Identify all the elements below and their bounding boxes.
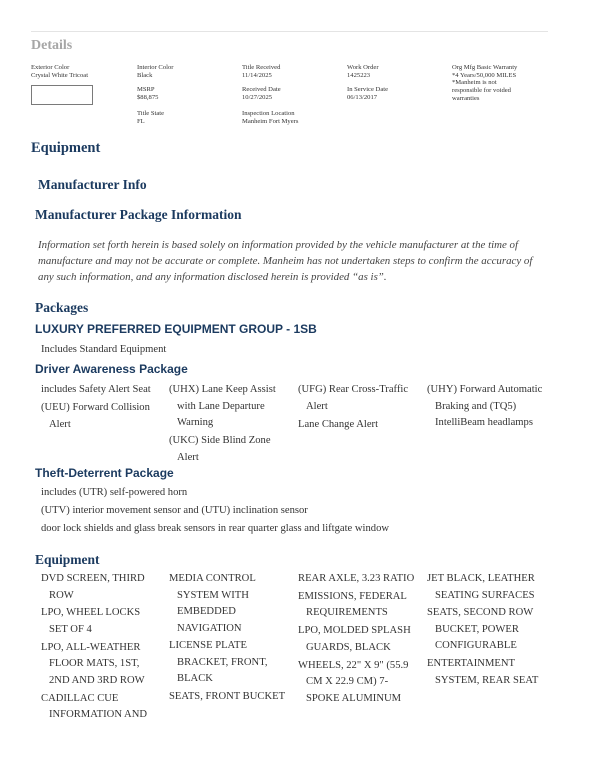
equipment-column-1 xyxy=(41,571,159,725)
field-interior-color xyxy=(137,64,232,79)
list-item: WHEELS, 22" X 9" (55.9 CM X 22.9 CM) 7-SPOKE ALUMINUM xyxy=(298,659,409,704)
field-value: 11/14/2025 xyxy=(242,71,272,79)
list-item: door lock shields and glass break sensors in rear quarter glass and liftgate window xyxy=(41,523,390,534)
equipment-column-3 xyxy=(298,571,418,709)
packages-heading: Packages xyxy=(35,300,89,315)
list-item: includes Safety Alert Seat xyxy=(41,384,151,395)
equipment-heading: Equipment xyxy=(31,140,101,156)
driver-awareness-column-2 xyxy=(169,382,284,468)
manufacturer-package-heading: Manufacturer Package Information xyxy=(35,207,242,222)
field-label: Title State xyxy=(137,110,165,117)
list-item: includes (UTR) self-powered horn xyxy=(41,487,188,498)
equipment-list-heading: Equipment xyxy=(35,552,100,567)
field-in-service-date xyxy=(347,86,442,101)
field-title-state xyxy=(137,110,232,125)
field-label: Interior Color xyxy=(137,64,174,71)
field-received-date xyxy=(242,86,342,101)
field-label: Inspection Location xyxy=(242,110,295,117)
equipment-column-2 xyxy=(169,571,287,707)
list-item: MEDIA CONTROL SYSTEM WITH EMBEDDED NAVIGATION xyxy=(169,573,256,634)
field-value: Manheim Fort Myers xyxy=(242,117,299,125)
list-item: JET BLACK, LEATHER SEATING SURFACES xyxy=(427,573,535,601)
list-item: (UKC) Side Blind Zone Alert xyxy=(169,435,271,463)
field-label: In Service Date xyxy=(347,86,389,93)
list-item: (UTV) interior movement sensor and (UTU) inclination sensor xyxy=(41,505,308,516)
list-item: DVD SCREEN, THIRD ROW xyxy=(41,573,145,601)
list-item: LPO, MOLDED SPLASH GUARDS, BLACK xyxy=(298,625,411,653)
field-label: Title Received xyxy=(242,64,281,71)
list-item: Lane Change Alert xyxy=(298,418,379,430)
list-item: SEATS, FRONT BUCKET xyxy=(169,691,286,703)
field-label: MSRP xyxy=(137,86,155,93)
list-item: LICENSE PLATE BRACKET, FRONT, BLACK xyxy=(169,640,268,685)
driver-awareness-column-4 xyxy=(427,382,547,433)
field-value: 10/27/2025 xyxy=(242,93,273,101)
details-title: Details xyxy=(31,38,73,53)
field-value: *4 Years/50,000 MILES *Manheim is not responsible for voided warranties xyxy=(452,71,517,102)
field-value: FL xyxy=(137,117,145,125)
field-value: 1425223 xyxy=(347,71,371,79)
luxury-group-title: LUXURY PREFERRED EQUIPMENT GROUP - 1SB xyxy=(35,322,317,336)
field-inspection-location xyxy=(242,110,342,125)
list-item: ENTERTAINMENT SYSTEM, REAR SEAT xyxy=(427,658,539,686)
field-title-received xyxy=(242,64,342,79)
manufacturer-info-heading: Manufacturer Info xyxy=(38,177,147,192)
list-item: SEATS, SECOND ROW BUCKET, POWER CONFIGURABLE xyxy=(427,607,534,652)
field-msrp xyxy=(137,86,232,101)
field-label: Exterior Color xyxy=(31,64,70,71)
field-value: Black xyxy=(137,71,153,79)
list-item: LPO, ALL-WEATHER FLOOR MATS, 1ST, 2ND AND 3RD ROW xyxy=(41,641,145,686)
field-value: $88,875 xyxy=(137,93,159,101)
luxury-group-text: Includes Standard Equipment xyxy=(41,344,167,355)
field-exterior-color xyxy=(31,64,126,79)
field-label: Work Order xyxy=(347,64,379,71)
field-value: Crystal White Tricoat xyxy=(31,71,89,79)
driver-awareness-title: Driver Awareness Package xyxy=(35,362,188,376)
list-item: EMISSIONS, FEDERAL REQUIREMENTS xyxy=(298,590,407,619)
field-label: Org Mfg Basic Warranty xyxy=(452,64,518,71)
field-basic-warranty xyxy=(452,64,526,103)
driver-awareness-column-1 xyxy=(41,382,159,435)
manufacturer-disclaimer: Information set forth herein is based solely on information provided by the vehicle manufacturer at the time of manufacture and may not be accurate or complete. Manheim has not undertaken steps to confirm the accuracy of any such information, and any information disclosed herein is provided “as is”. xyxy=(38,239,533,284)
field-label: Received Date xyxy=(242,86,281,93)
list-item: REAR AXLE, 3.23 RATIO xyxy=(298,573,415,584)
list-item: (UFG) Rear Cross-Traffic Alert xyxy=(298,384,409,412)
theft-deterrent-title: Theft-Deterrent Package xyxy=(35,466,174,480)
field-work-order xyxy=(347,64,442,79)
driver-awareness-column-3 xyxy=(298,382,416,435)
list-item: (UHY) Forward Automatic Braking and (TQ5) IntelliBeam headlamps xyxy=(427,384,543,428)
list-item: LPO, WHEEL LOCKS SET OF 4 xyxy=(41,607,141,635)
equipment-column-4 xyxy=(427,571,547,691)
top-divider xyxy=(31,31,548,32)
field-value: 06/13/2017 xyxy=(347,93,378,101)
list-item: CADILLAC CUE INFORMATION AND xyxy=(41,692,147,721)
list-item: (UEU) Forward Collision Alert xyxy=(41,402,150,430)
empty-value-box xyxy=(31,85,93,105)
list-item: (UHX) Lane Keep Assist with Lane Departure Warning xyxy=(169,384,276,428)
